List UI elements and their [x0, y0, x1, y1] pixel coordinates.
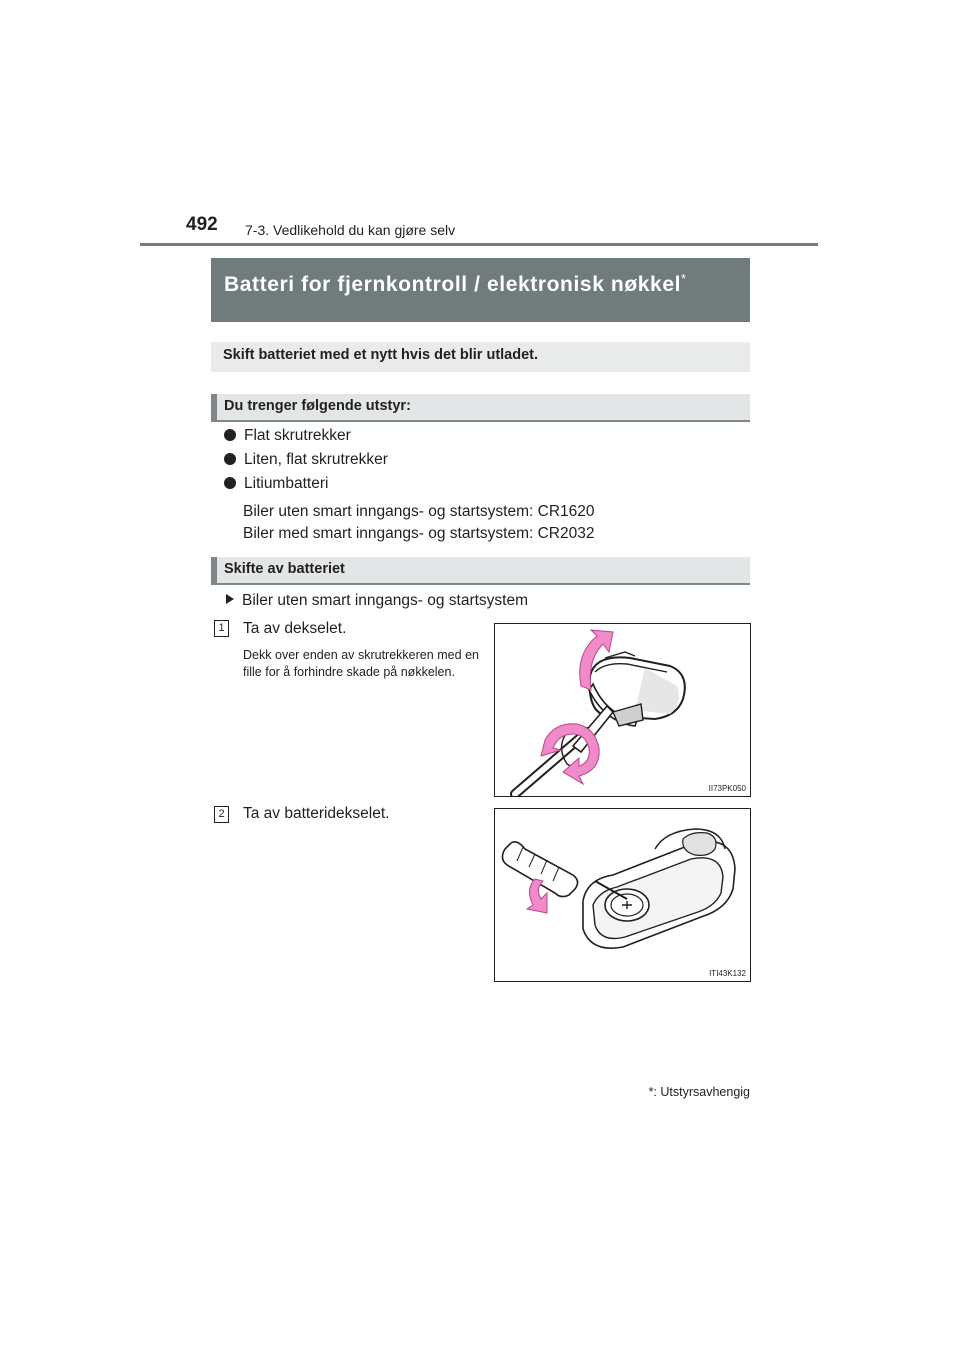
- replacement-heading: [211, 557, 750, 585]
- title-star: *: [681, 271, 687, 286]
- step-text: Ta av dekselet.: [243, 620, 347, 637]
- equipment-heading-text: Du trenger følgende utstyr:: [224, 398, 411, 414]
- replacement-heading-text: Skifte av batteriet: [224, 561, 345, 577]
- intro-box: [211, 342, 750, 372]
- equipment-heading: [211, 394, 750, 422]
- battery-line: Biler uten smart inngangs- og startsystem: CR1620: [243, 503, 595, 520]
- battery-line: Biler med smart inngangs- og startsystem: CR2032: [243, 525, 595, 542]
- figure-code: II73PK050: [708, 784, 746, 793]
- triangle-bullet-icon: [226, 594, 234, 604]
- header-rule: [140, 243, 818, 246]
- bullet-icon: [224, 477, 236, 489]
- list-item-text: Flat skrutrekker: [244, 427, 351, 444]
- list-item-text: Liten, flat skrutrekker: [244, 451, 388, 468]
- list-item: [224, 475, 328, 493]
- step-number: 1: [214, 620, 229, 637]
- variant-text: Biler uten smart inngangs- og startsystem: [242, 592, 529, 609]
- figure-code: ITI43K132: [709, 969, 746, 978]
- page-number: 492: [186, 214, 218, 235]
- list-item: [224, 451, 388, 469]
- figure-remove-cover: [494, 623, 751, 797]
- variant-line: [226, 592, 528, 610]
- intro-text: Skift batteriet med et nytt hvis det blir utladet.: [223, 347, 539, 363]
- list-item: [224, 427, 351, 445]
- step-number: 2: [214, 806, 229, 823]
- title-banner: [211, 258, 750, 322]
- footnote: *: Utstyrsavhengig: [648, 1085, 750, 1099]
- page-title-text: Batteri for fjernkontroll / elektronisk nøkkel: [224, 273, 682, 296]
- list-item-text: Litiumbatteri: [244, 475, 329, 492]
- step-text: Ta av batteridekselet.: [243, 805, 390, 822]
- figure-remove-battery-cover: [494, 808, 751, 982]
- section-title: 7-3. Vedlikehold du kan gjøre selv: [245, 222, 456, 238]
- key-cover-illustration: [495, 624, 750, 796]
- page-title: [224, 264, 744, 299]
- step-note: Dekk over enden av skrutrekkeren med en fille for å forhindre skade på nøkkelen.: [243, 648, 479, 679]
- bullet-icon: [224, 429, 236, 441]
- bullet-icon: [224, 453, 236, 465]
- battery-cover-illustration: [495, 809, 750, 981]
